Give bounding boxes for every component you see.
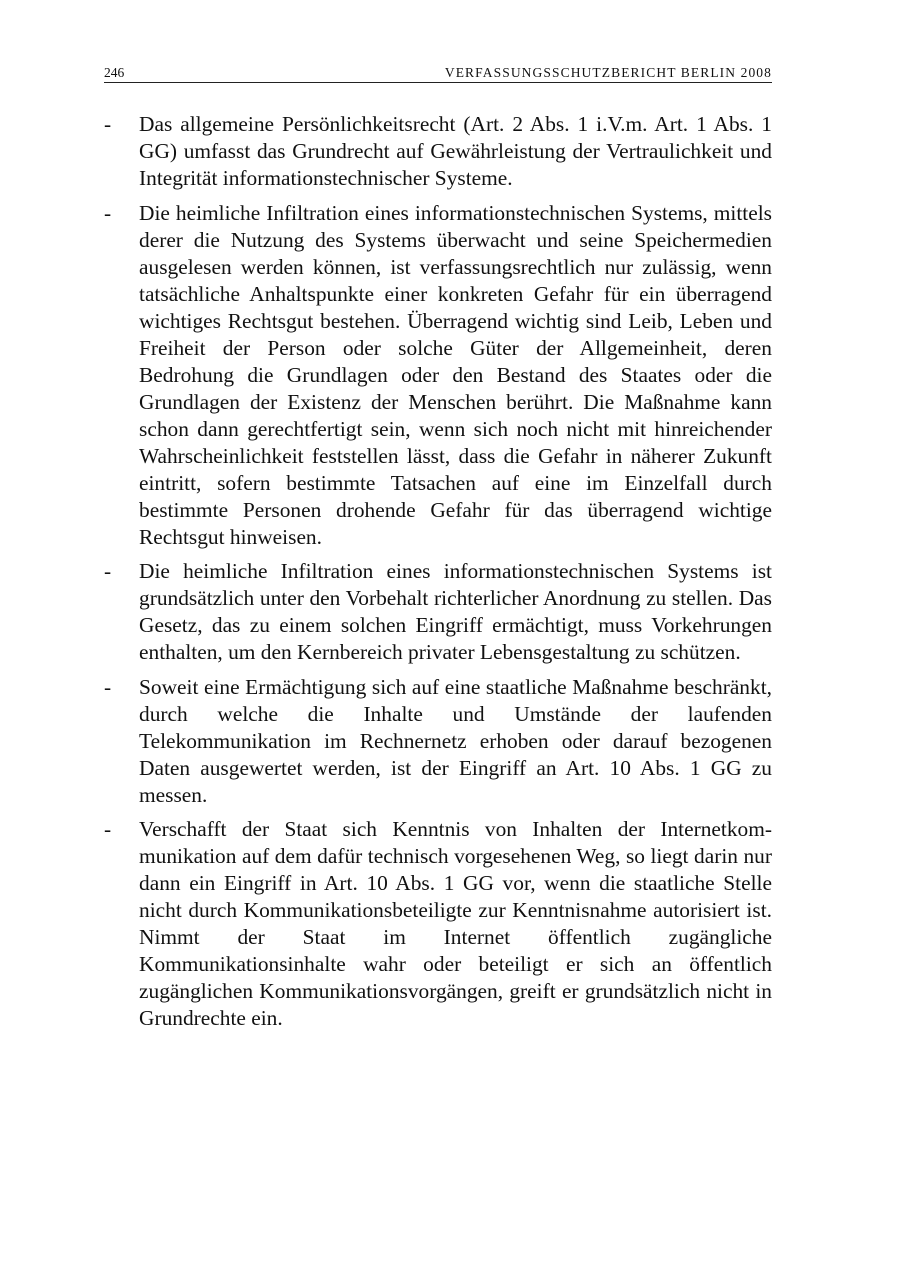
list-item <box>104 200 772 551</box>
page-number: 246 <box>104 65 125 80</box>
list-item <box>104 816 772 1032</box>
bullet-dash: - <box>104 200 112 225</box>
bullet-list <box>104 111 772 1040</box>
bullet-dash: - <box>104 559 112 583</box>
list-item-text: Soweit eine Ermächtigung sich auf eine staatliche Maßnahme beschränkt, durch welche die Inhalte und Umstände der laufenden Telekommunikation im Rechnernetz erhoben oder darauf bezogenen Daten ausgewertet werden, ist der Eingriff an Art. 10 Abs. 1 GG zu messen. <box>139 674 772 807</box>
bullet-dash: - <box>104 817 112 841</box>
bullet-dash: - <box>104 112 112 136</box>
list-item-text: Die heimliche Infiltration eines informationstechnischen Systems ist grundsätzlich unter den Vorbehalt richterlicher Anordnung zu stellen. Das Gesetz, das zu einem solchen Eingriff ermächtigt, muss Vorkehrungen enthalten, um den Kernbereich privater Lebensgestaltung zu schützen. <box>139 559 772 664</box>
list-item-text: Die heimliche Infiltration eines informationstechnischen Systems, mittels derer die Nutzung des Systems überwacht und seine Speichermedien ausgelesen werden können, ist verfassungsrechtlich nur zulässig, wenn tatsächliche Anhaltspunkte einer konkreten Gefahr für ein überragend wichtiges Rechtsgut bestehen. Überragend wichtig sind Leib, Leben und Freiheit der Person oder solche Güter der Allgemeinheit, deren Bedrohung die Grundlagen oder den Bestand des Staates oder die Grundlagen der Existenz der Menschen berührt. Die Maßnahme kann schon dann gerechtfertigt sein, wenn sich noch nicht mit hinreichender Wahrscheinlichkeit feststellen lässt, dass die Gefahr in näherer Zukunft eintritt, sofern bestimmte Tatsachen auf eine im Einzelfall durch bestimmte Personen drohende Gefahr für das überragend wichtige Rechtsgut hinweisen. <box>139 200 772 549</box>
bullet-dash: - <box>104 674 112 699</box>
list-item-text: Das allgemeine Persönlichkeitsrecht (Art. 2 Abs. 1 i.V.m. Art. 1 Abs. 1 GG) umfasst das Grundrecht auf Gewährleistung der Vertraulichkeit und Integrität informationstechnischer Systeme. <box>139 112 772 190</box>
running-title: VERFASSUNGSSCHUTZBERICHT BERLIN 2008 <box>444 65 772 80</box>
list-item <box>104 111 772 192</box>
list-item <box>104 674 772 809</box>
list-item-text: Verschafft der Staat sich Kenntnis von Inhalten der Internetkommunikation auf dem dafür technisch vorgesehenen Weg, so liegt darin nur dann ein Eingriff in Art. 10 Abs. 1 GG vor, wenn die staatliche Stelle nicht durch Kommunikationsbeteiligte zur Kenntnisnahme autorisiert ist. Nimmt der Staat im Internet öffentlich zugängliche Kommunikationsinhalte wahr oder beteiligt er sich an öffentlich zugänglichen Kommunikationsvorgängen, greift er grundsätzlich nicht in Grundrechte ein. <box>139 817 772 1030</box>
page-header <box>104 62 772 83</box>
list-item <box>104 558 772 666</box>
